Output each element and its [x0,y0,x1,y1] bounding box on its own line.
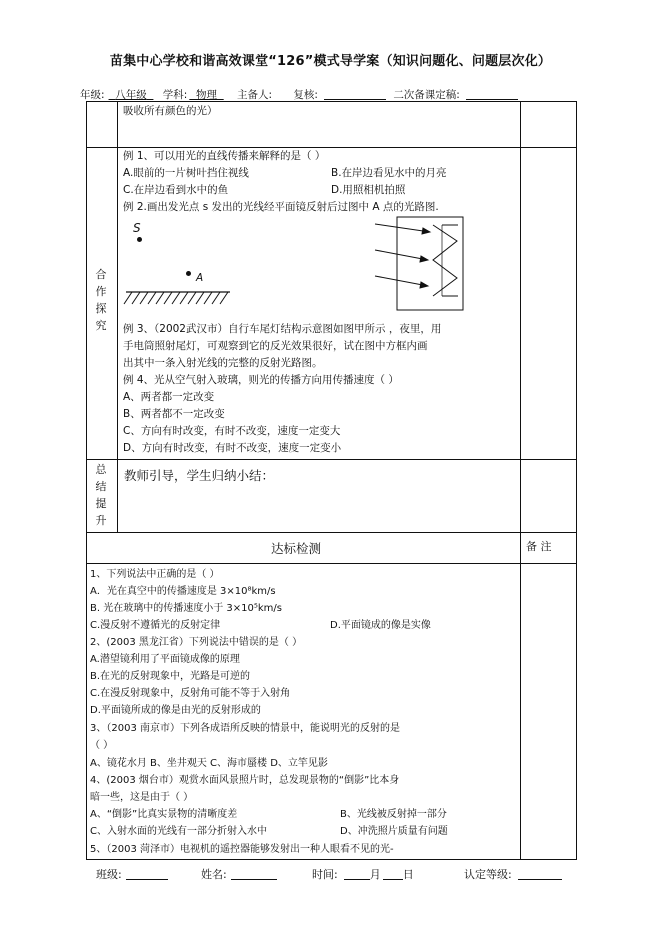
row-divider [86,459,577,460]
question-2: 2、(2003 黑龙江省）下列说法中错误的是（ ） [90,637,303,648]
time-label: 时间: [312,868,338,881]
example-4: 例 4、光从空气射入玻璃，则光的传播方向用传播速度（ ） [123,374,399,386]
point-a-dot [186,271,191,276]
point-s-label: S [133,221,141,235]
example-4-option-a: A、两者都一定改变 [123,391,215,403]
summary-label: 总 结 提 升 [95,463,107,527]
day-blank[interactable] [383,868,403,880]
test-heading: 达标检测 [271,541,322,556]
example-1-option-c: C.在岸边看到水中的鱼 [123,184,229,196]
row-divider [86,563,577,564]
question-4-cont: 暗一些，这是由于（ ） [90,792,194,803]
question-1: 1、下列说法中正确的是（ ） [90,569,220,580]
question-2-option-a: A.潜望镜利用了平面镜成像的原理 [90,654,240,665]
page-title: 苗集中心学校和谐高效课堂“126”模式导学案（知识问题化、问题层次化） [109,54,552,69]
example-1-option-a: A.眼前的一片树叶挡住视线 [123,167,249,179]
question-2-option-d: D.平面镜所成的像是由光的反射形成的 [90,705,261,716]
footer-class [96,866,168,882]
example-4-option-b: B、两者都不一定改变 [123,408,225,420]
row-divider [86,147,577,148]
month-label: 月 [369,868,381,881]
top-row-text: 吸收所有颜色的光） [123,105,218,117]
question-1-option-d: D.平面镜成的像是实像 [330,620,431,631]
question-4-option-a: A、“倒影”比真实景物的清晰度差 [90,809,238,820]
grade-level-label: 认定等级: [464,868,512,881]
example-4-option-d: D、方向有时改变，有时不改变，速度一定变小 [123,442,342,454]
class-label: 班级: [96,868,122,881]
question-4-option-c: C、入射水面的光线有一部分折射入水中 [90,826,267,837]
question-4-option-b: B、光线被反射掉一部分 [340,809,447,820]
plane-mirror-figure [122,290,234,306]
second-prep-blank[interactable] [466,88,518,100]
tail-light-figure [372,214,468,318]
question-1-option-c: C.漫反射不遵循光的反射定律 [90,620,221,631]
point-s-dot [137,237,142,242]
question-5: 5、（2003 菏泽市）电视机的遥控器能够发射出一种人眼看不见的光- [90,844,394,855]
subject-value: 物理 [196,89,217,101]
question-4: 4、(2003 烟台市）观赏水面风景照片时，总发现景物的“倒影”比本身 [90,775,400,786]
day-label: 日 [402,868,414,881]
grade-value: 八年级 [115,89,147,101]
example-1-option-d: D.用照相机拍照 [331,184,406,196]
note-heading: 备 注 [526,540,552,553]
preparer-label: 主备人: [237,89,273,101]
footer-grade-level [464,866,562,882]
question-3: 3、（2003 南京市）下列各成语所反映的情景中，能说明光的反射的是 [90,723,400,734]
grade-label: 年级: [80,89,105,101]
question-1-option-b: B. 光在玻璃中的传播速度小于 3×10⁵km/s [90,603,282,614]
name-label: 姓名: [201,868,227,881]
question-4-option-d: D、冲洗照片质量有问题 [340,826,448,837]
example-3-line-2: 手电筒照射尾灯，可观察到它的反光效果很好，试在图中方框内画 [123,340,428,352]
review-label: 复核: [293,89,318,101]
example-1: 例 1、可以用光的直线传播来解释的是（ ） [123,150,326,162]
question-2-option-b: B.在光的反射现象中，光路是可逆的 [90,671,251,682]
example-3-line-1: 例 3、（2002武汉市）自行车尾灯结构示意图如图甲所示 ，夜里，用 [123,323,442,335]
row-divider [86,532,577,533]
review-blank[interactable] [324,88,386,100]
footer-time [312,866,414,882]
footer-name [201,866,277,882]
question-3-bracket: （ ） [90,740,114,751]
month-blank[interactable] [344,868,370,880]
cooperative-label: 合 作 探 究 [95,268,107,332]
subject-label: 学科: [162,89,188,101]
example-3-line-3: 出其中一条入射光线的完整的反射光路图。 [123,357,323,369]
meta-line [80,87,518,102]
label-column-divider [117,101,118,533]
question-2-option-c: C.在漫反射现象中，反射角可能不等于入射角 [90,688,291,699]
grade-level-blank[interactable] [518,868,562,880]
question-1-option-a: A．光在真空中的传播速度是 3×10⁸km/s [90,586,276,597]
example-4-option-c: C、方向有时改变，有时不改变，速度一定变大 [123,425,341,437]
class-blank[interactable] [126,868,168,880]
example-2: 例 2.画出发光点 s 发出的光线经平面镜反射后过图中 A 点的光路图. [123,201,439,213]
note-column-divider [520,101,521,860]
point-a-label: A [196,272,204,284]
question-3-options: A、镜花水月 B、坐井观天 C、海市蜃楼 D、立竿见影 [90,758,328,769]
summary-text: 教师引导，学生归纳小结： [124,468,275,483]
second-prep-label: 二次备课定稿: [393,89,460,101]
example-1-option-b: B.在岸边看见水中的月亮 [331,167,447,179]
name-blank[interactable] [231,868,277,880]
